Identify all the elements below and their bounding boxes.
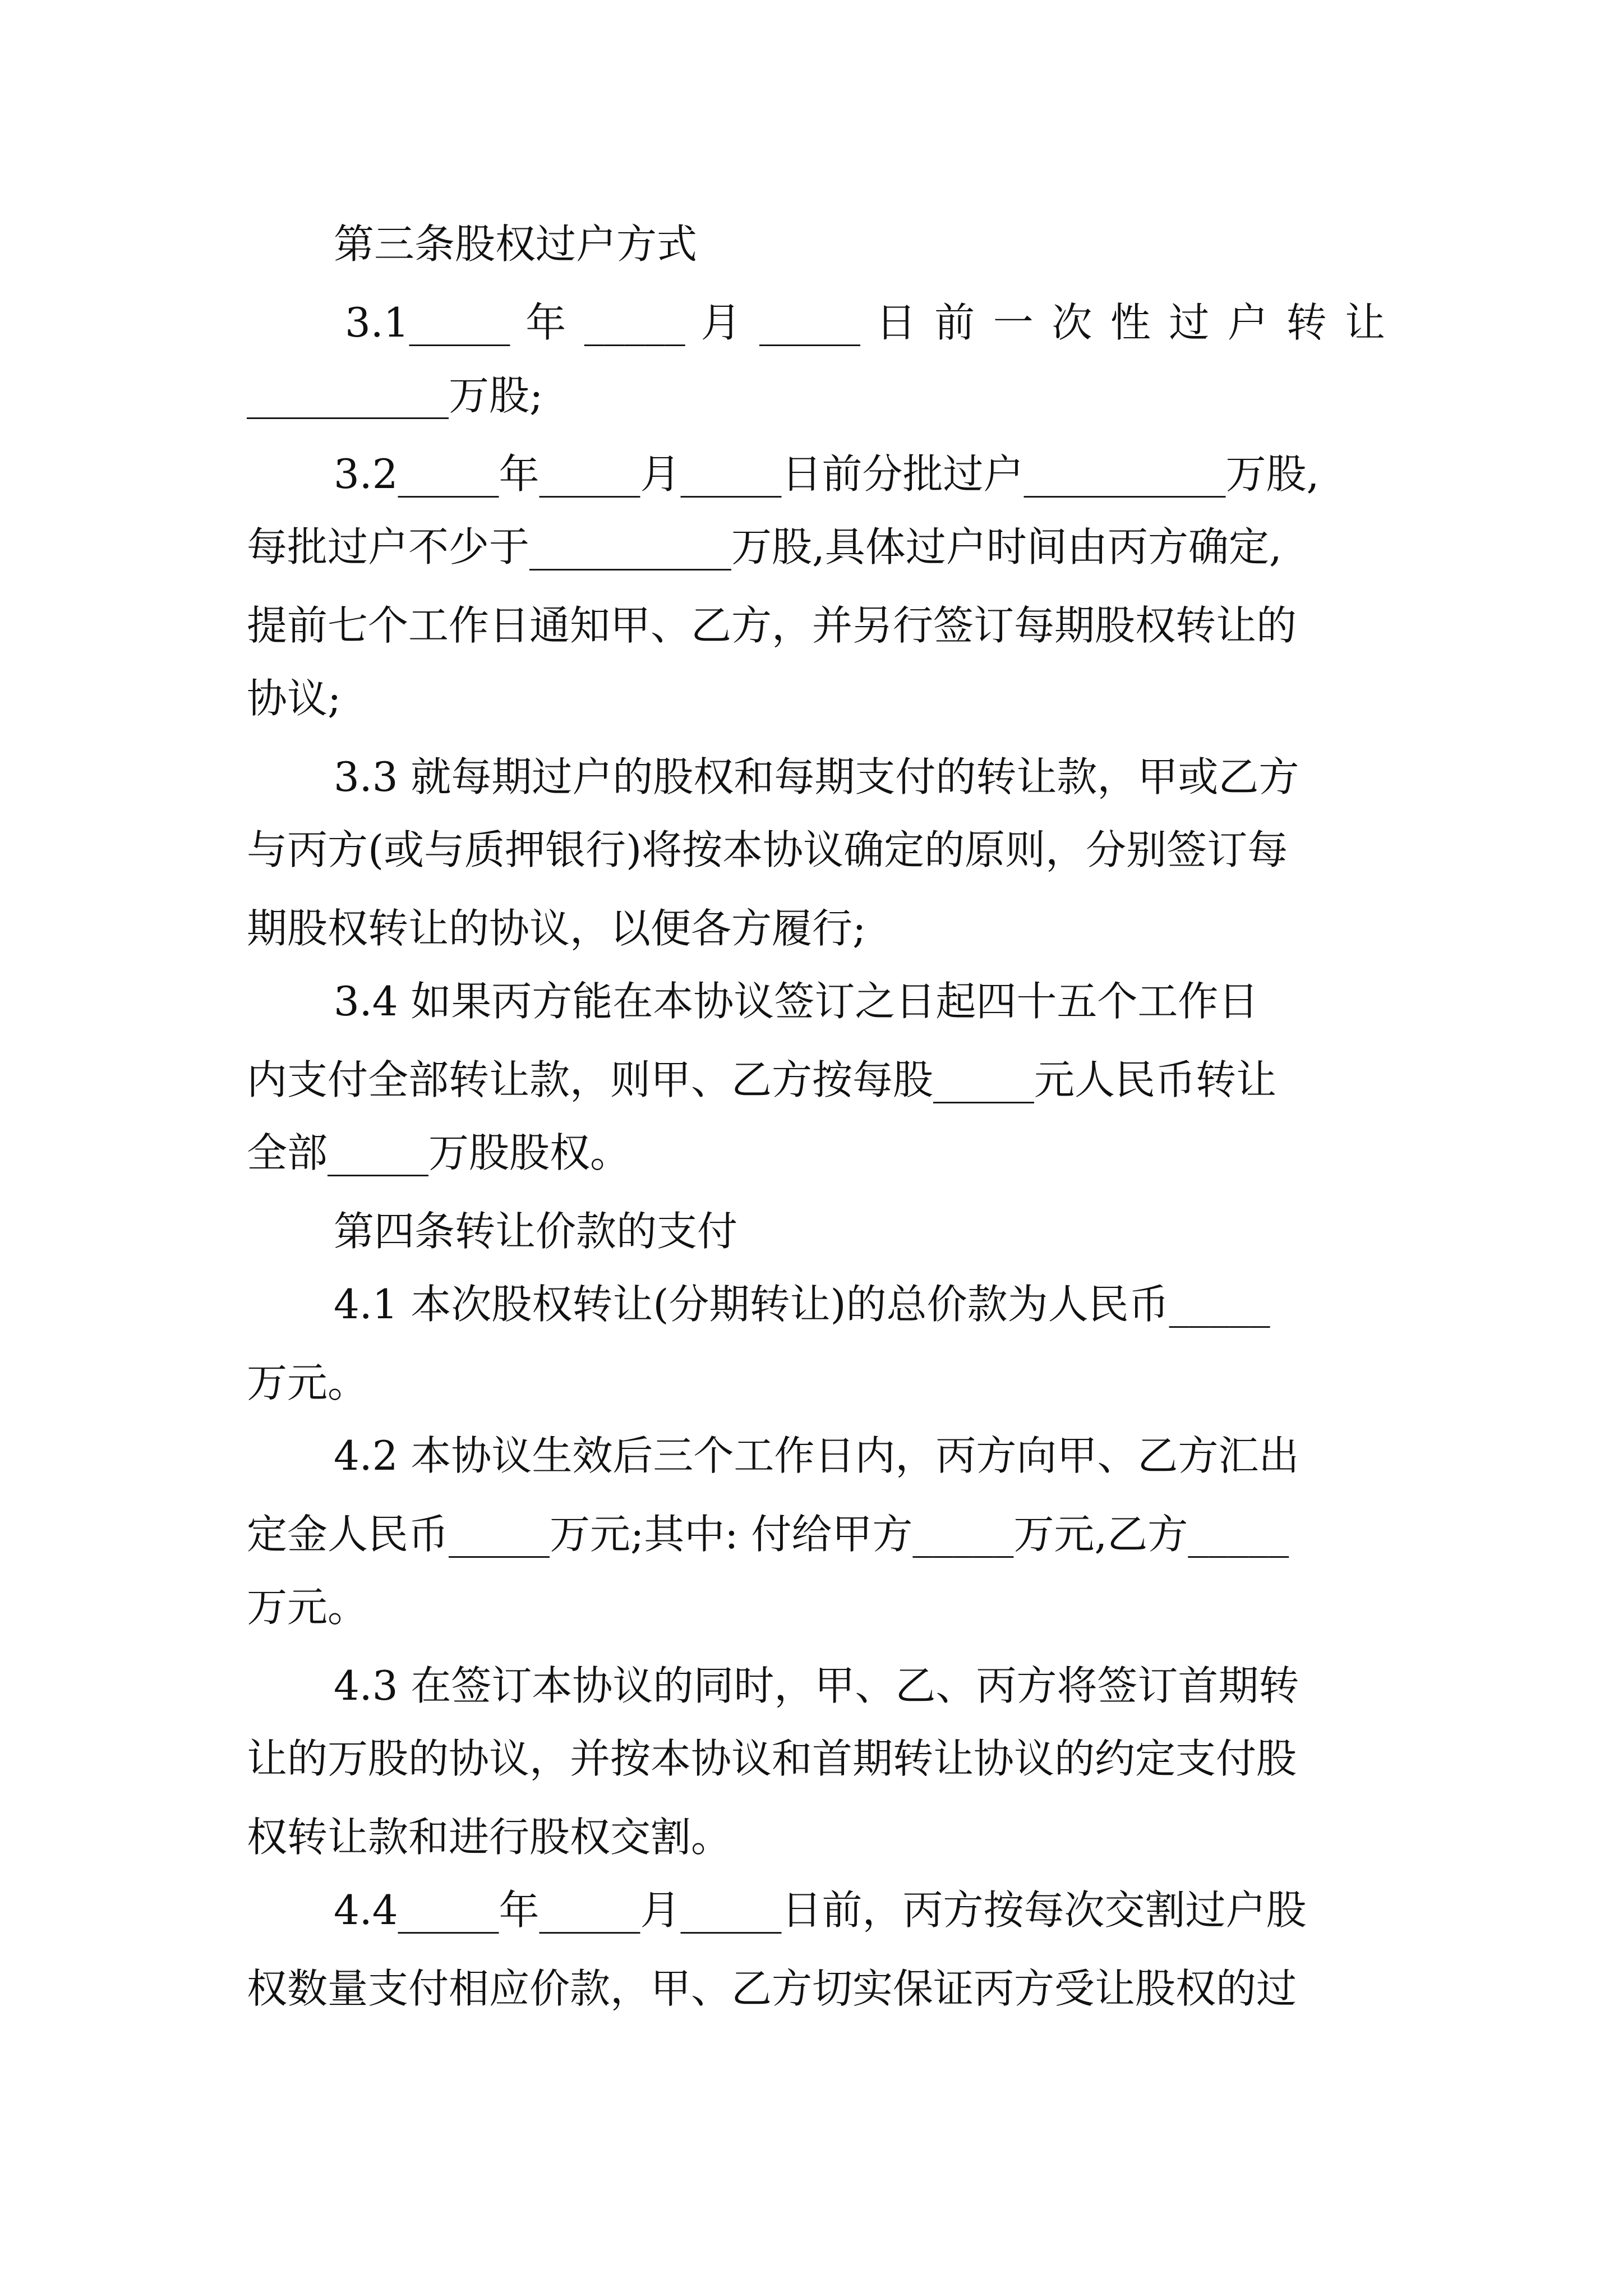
clause-4-1-line-1: 4.1 本次股权转让(分期转让)的总价款为人民币_____ — [334, 1281, 1270, 1328]
clause-3-4-line-2: 内支付全部转让款，则甲、乙方按每股_____元人民币转让 — [247, 1056, 1277, 1103]
clause-3-2-line-4: 协议; — [247, 675, 342, 722]
clause-4-2-line-1: 4.2 本协议生效后三个工作日内，丙方向甲、乙方汇出 — [334, 1432, 1299, 1479]
clause-3-4-line-1: 3.4 如果丙方能在本协议签订之日起四十五个工作日 — [334, 978, 1259, 1025]
clause-3-1-line-1: 3.1_____ 年 _____ 月 _____ 日 前 一 次 性 过 户 转 让 — [345, 299, 1385, 346]
clause-4-2-line-2: 定金人民币_____万元;其中: 付给甲方_____万元,乙方_____ — [247, 1511, 1289, 1558]
heading-article-3: 第三条股权过户方式 — [334, 220, 698, 268]
clause-3-2-line-3: 提前七个工作日通知甲、乙方，并另行签订每期股权转让的 — [247, 602, 1297, 649]
clause-3-3-line-2: 与丙方(或与质押银行)将按本协议确定的原则，分别签订每 — [247, 826, 1288, 873]
clause-4-3-line-3: 权转让款和进行股权交割。 — [247, 1814, 732, 1861]
clause-4-3-line-1: 4.3 在签订本协议的同时，甲、乙、丙方将签订首期转 — [334, 1662, 1299, 1709]
clause-3-3-line-1: 3.3 就每期过户的股权和每期支付的转让款，甲或乙方 — [334, 753, 1299, 800]
heading-article-4: 第四条转让价款的支付 — [334, 1208, 738, 1255]
clause-3-1-line-2: __________万股; — [247, 372, 543, 419]
clause-4-1-line-2: 万元。 — [247, 1359, 368, 1406]
clause-4-4-line-2: 权数量支付相应价款，甲、乙方切实保证丙方受让股权的过 — [247, 1965, 1297, 2012]
clause-4-3-line-2: 让的万股的协议，并按本协议和首期转让协议的约定支付股 — [247, 1735, 1297, 1782]
clause-4-4-line-1: 4.4_____年_____月_____日前，丙方按每次交割过户股 — [334, 1887, 1307, 1934]
clause-3-4-line-3: 全部_____万股股权。 — [247, 1129, 631, 1176]
clause-4-2-line-3: 万元。 — [247, 1584, 368, 1631]
clause-3-2-line-2: 每批过户不少于__________万股,具体过户时间由丙方确定, — [247, 523, 1282, 570]
clause-3-2-line-1: 3.2_____年_____月_____日前分批过户__________万股, — [334, 450, 1320, 498]
clause-3-3-line-3: 期股权转让的协议，以便各方履行; — [247, 905, 866, 952]
